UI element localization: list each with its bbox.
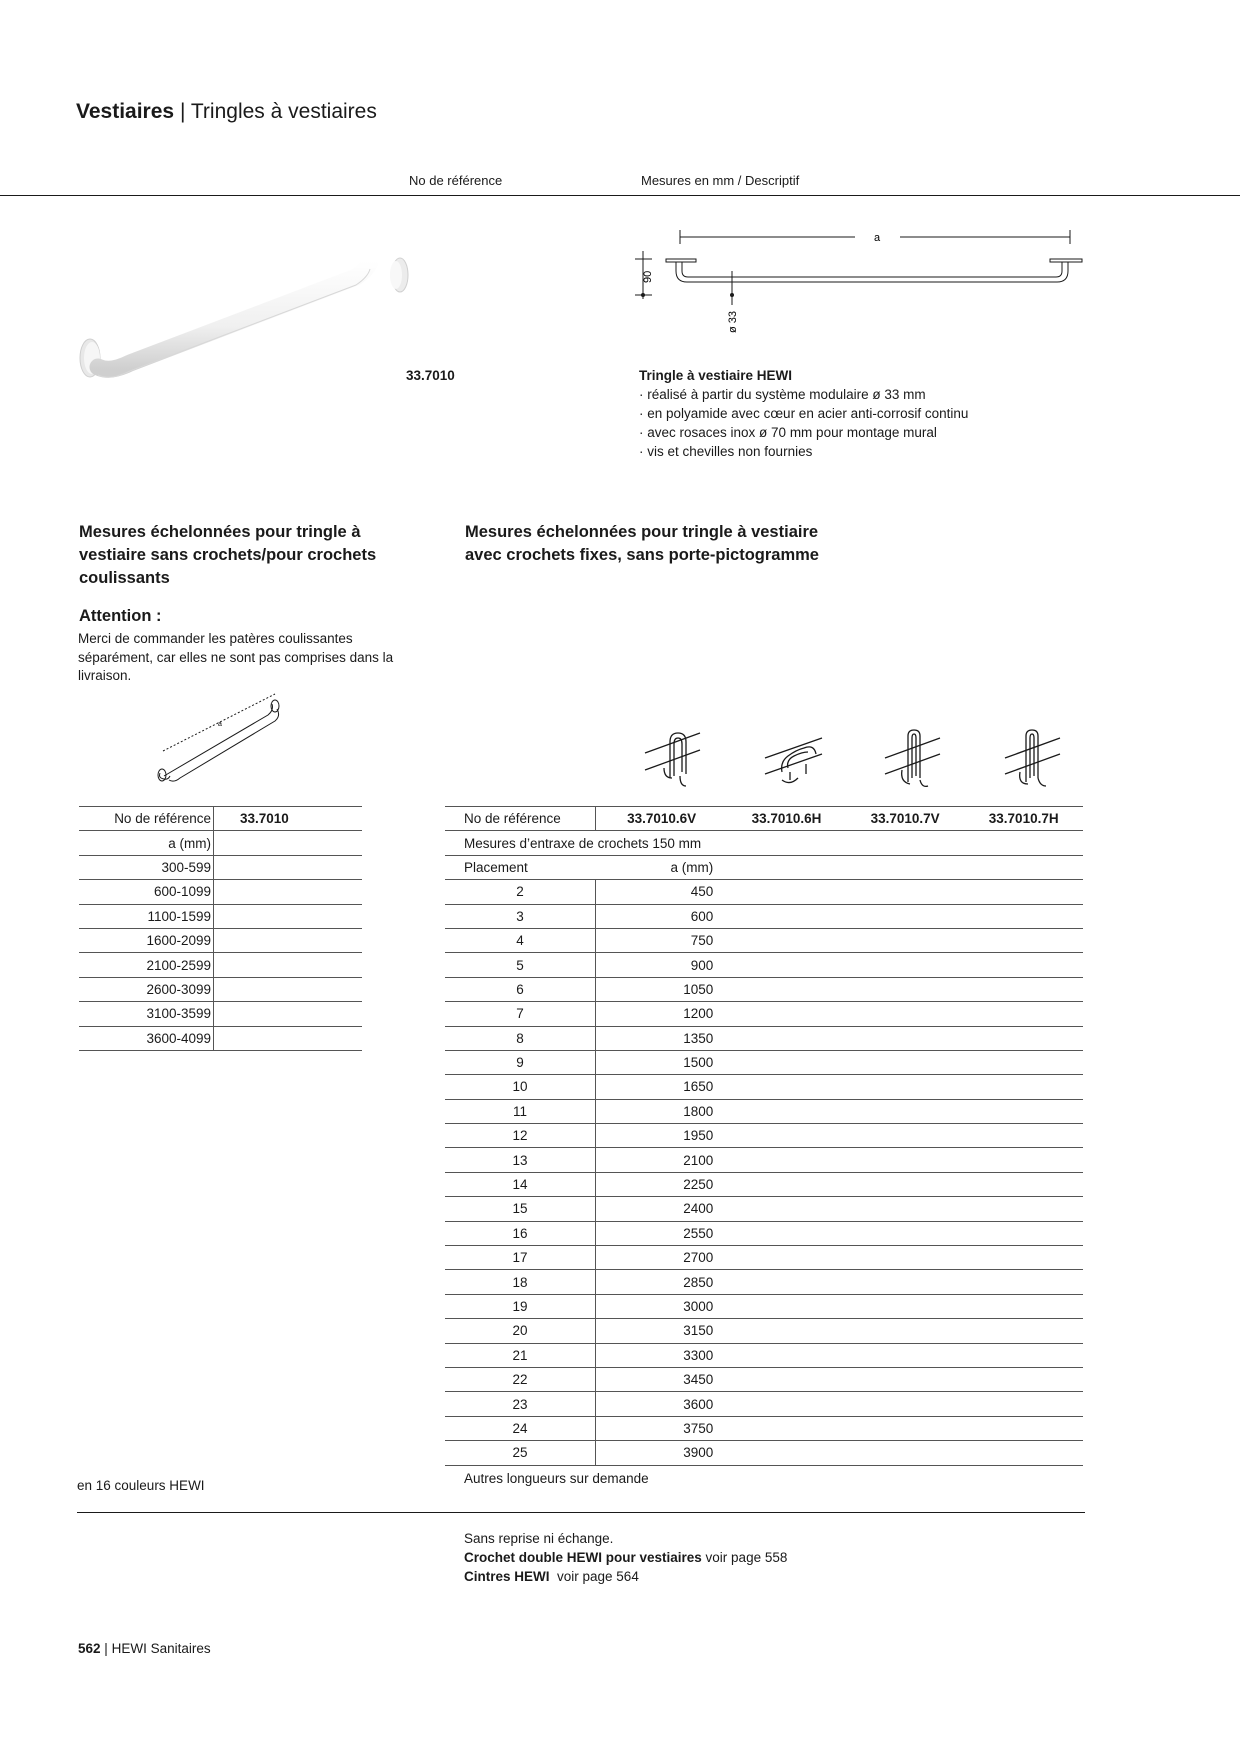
table-cell: 33.7010.6H [727,807,846,831]
table-row [79,831,362,855]
title-bold: Vestiaires [76,100,175,123]
a-mm-cell: 2700 [596,1246,728,1270]
table-row [445,1050,1083,1074]
table-row [79,953,362,977]
table-row [79,855,362,879]
table-row [79,928,362,952]
table-row [79,977,362,1001]
a-mm-cell: 1500 [596,1050,728,1074]
table-cell: 1100-1599 [79,904,214,928]
placement-cell: 10 [445,1075,596,1099]
hook-icons [640,728,1080,794]
placement-cell: 23 [445,1392,596,1416]
placement-cell: 3 [445,904,596,928]
a-mm-cell: 2400 [596,1197,728,1221]
table-row [445,1441,1083,1465]
attention-line: séparément, car elles ne sont pas comprises dans la [78,649,394,665]
a-mm-cell: 600 [596,904,728,928]
table-row [445,1099,1083,1123]
footer-line [464,1567,787,1586]
table-row [445,1124,1083,1148]
dim-90-label: 90 [642,270,654,283]
a-mm-cell: 3150 [596,1319,728,1343]
table-row [445,1075,1083,1099]
table-cell: No de référence [445,807,596,831]
attention-text [78,630,393,686]
placement-cell: 4 [445,928,596,952]
product-name: Tringle à vestiaire HEWI [639,368,793,383]
table-row [445,1221,1083,1245]
table-row [445,855,1083,879]
table-row [445,1294,1083,1318]
right-section-heading [465,521,819,567]
table-row [445,1197,1083,1221]
technical-drawing [630,225,1090,340]
page-title [76,100,377,124]
cintres-page-ref: voir page 564 [549,1569,639,1584]
table-row [445,1246,1083,1270]
a-mm-cell: 1050 [596,977,728,1001]
table-row [445,1392,1083,1416]
a-mm-cell: 2100 [596,1148,728,1172]
hook-6v-icon [645,733,700,786]
a-mm-cell: 1350 [596,1026,728,1050]
table-header-row [445,807,1083,831]
desc-column-label: Mesures en mm / Descriptif [641,173,800,188]
attention-line: Merci de commander les patères coulissantes [78,631,353,646]
table-row [445,953,1083,977]
attention-title: Attention : [79,607,162,625]
table-row [445,1367,1083,1391]
other-lengths-note: Autres longueurs sur demande [464,1471,649,1486]
placement-cell: 25 [445,1441,596,1465]
placement-cell: 16 [445,1221,596,1245]
title-rest: Tringles à vestiaires [190,100,377,123]
placement-cell: 11 [445,1099,596,1123]
title-separator: | [179,100,186,123]
cintres-link-label: Cintres HEWI [464,1569,550,1584]
spacing-note: Mesures d’entraxe de crochets 150 mm [445,831,1083,855]
a-mm-cell: 3450 [596,1367,728,1391]
table-cell: 33.7010 [214,807,363,831]
table-cell: 33.7010.6V [596,807,728,831]
placement-cell: 13 [445,1148,596,1172]
a-mm-cell: 3000 [596,1294,728,1318]
placement-cell: 19 [445,1294,596,1318]
svg-text:a: a [218,721,222,728]
dim-33-label: ø 33 [727,310,739,333]
table-cell: 2100-2599 [79,953,214,977]
header-rule [0,195,1240,196]
table-cell: 300-599 [79,855,214,879]
a-mm-cell: 1950 [596,1124,728,1148]
heading-line: vestiaire sans crochets/pour crochets [79,546,377,564]
table-row [445,928,1083,952]
page-footer-separator: | [104,1641,108,1656]
crochet-link-label: Crochet double HEWI pour vestiaires [464,1550,702,1565]
table-row [445,880,1083,904]
table-cell: 3100-3599 [79,1002,214,1026]
table-row [445,1148,1083,1172]
feature-item: · vis et chevilles non fournies [639,444,813,459]
a-mm-cell: 2850 [596,1270,728,1294]
left-section-heading [79,521,376,590]
table-row [445,1416,1083,1440]
product-reference: 33.7010 [406,368,455,383]
attention-line: livraison. [78,668,132,683]
feature-item: · en polyamide avec cœur en acier anti-corrosif continu [639,406,969,421]
footer-notes [464,1529,787,1586]
table-row [445,1002,1083,1026]
footer-rule [77,1512,1085,1513]
placement-cell: 21 [445,1343,596,1367]
table-row [79,880,362,904]
table-row [79,1002,362,1026]
left-sizes-table [79,806,362,1051]
page-footer-label: HEWI Sanitaires [111,1641,211,1656]
table-cell: 1600-2099 [79,928,214,952]
footer-line: Sans reprise ni échange. [464,1531,614,1546]
a-mm-cell: 900 [596,953,728,977]
table-row [445,831,1083,855]
table-cell: 33.7010.7V [846,807,965,831]
a-mm-cell: 1200 [596,1002,728,1026]
placement-cell: 12 [445,1124,596,1148]
right-sizes-table [445,806,1083,1466]
hook-7h-icon [1005,730,1060,786]
feature-item: · avec rosaces inox ø 70 mm pour montage mural [639,425,937,440]
placement-cell: 18 [445,1270,596,1294]
footer-line [464,1548,787,1567]
table-row [79,1026,362,1050]
a-mm-cell: 3900 [596,1441,728,1465]
table-cell: No de référence [79,807,214,831]
placement-cell: 7 [445,1002,596,1026]
page-number: 562 [78,1641,101,1656]
heading-line: avec crochets fixes, sans porte-pictogramme [465,546,819,564]
a-mm-cell: 3300 [596,1343,728,1367]
hook-6h-icon [765,738,822,783]
placement-cell: 20 [445,1319,596,1343]
table-row [445,1270,1083,1294]
a-mm-cell: 1650 [596,1075,728,1099]
table-cell: a (mm) [79,831,214,855]
heading-line: Mesures échelonnées pour tringle à vestiaire [465,523,819,541]
heading-line: Mesures échelonnées pour tringle à [79,523,361,541]
product-description [639,366,968,461]
ref-column-label: No de référence [409,173,503,188]
table-row [79,904,362,928]
a-mm-cell: 2250 [596,1172,728,1196]
a-mm-cell: 450 [596,880,728,904]
table-cell: 600-1099 [79,880,214,904]
table-cell: 33.7010.7H [964,807,1083,831]
placement-cell: 6 [445,977,596,1001]
table-row [445,1343,1083,1367]
a-mm-cell: 2550 [596,1221,728,1245]
placement-cell: 15 [445,1197,596,1221]
placement-cell: 8 [445,1026,596,1050]
placement-cell: 5 [445,953,596,977]
placement-cell: 9 [445,1050,596,1074]
table-row [445,1172,1083,1196]
table-cell: Placement [445,855,596,879]
a-mm-cell: 750 [596,928,728,952]
table-row [445,1319,1083,1343]
product-photo [70,255,430,405]
heading-line: coulissants [79,569,170,587]
table-cell: 2600-3099 [79,977,214,1001]
placement-cell: 22 [445,1367,596,1391]
table-header-row [79,807,362,831]
dim-a-label: a [873,232,881,244]
table-cell: a (mm) [596,855,728,879]
colors-note: en 16 couleurs HEWI [77,1478,205,1493]
a-mm-cell: 1800 [596,1099,728,1123]
table-cell: 3600-4099 [79,1026,214,1050]
placement-cell: 2 [445,880,596,904]
feature-item: · réalisé à partir du système modulaire ø 33 mm [639,387,926,402]
placement-cell: 14 [445,1172,596,1196]
rail-sketch [150,688,300,788]
hook-7v-icon [885,730,940,786]
table-row [445,904,1083,928]
placement-cell: 17 [445,1246,596,1270]
a-mm-cell: 3600 [596,1392,728,1416]
page-footer [78,1641,211,1656]
table-row [445,1026,1083,1050]
table-row [445,977,1083,1001]
a-mm-cell: 3750 [596,1416,728,1440]
placement-cell: 24 [445,1416,596,1440]
crochet-page-ref: voir page 558 [701,1550,788,1565]
